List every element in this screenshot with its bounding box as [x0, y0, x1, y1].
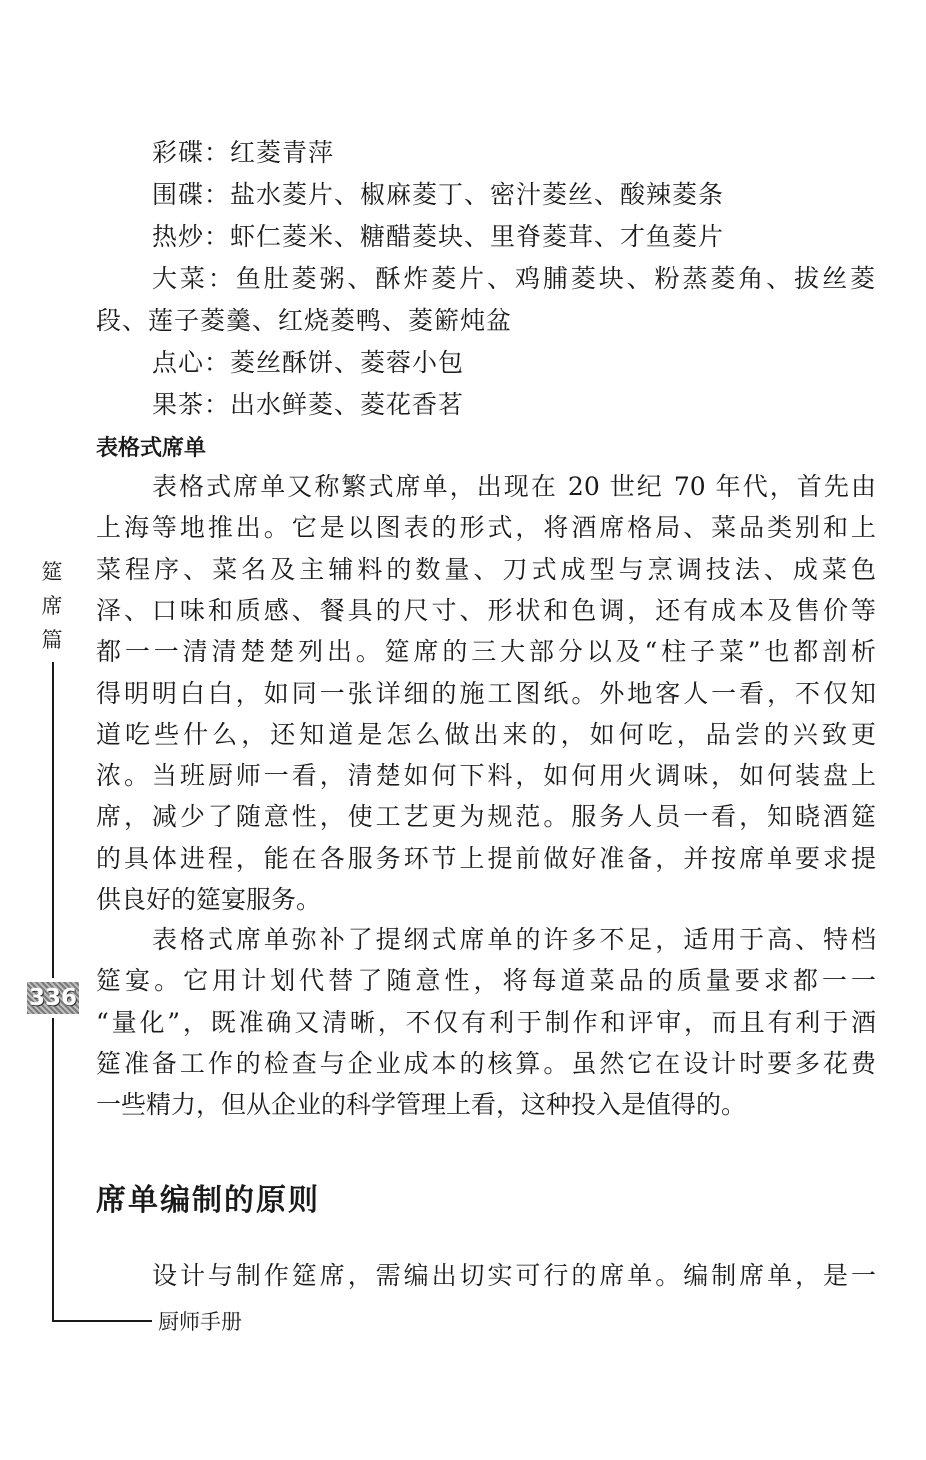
paragraph-line: 供良好的筵宴服务。 [96, 885, 322, 914]
paragraph-line: 菜程序、菜名及主辅料的数量、刀式成型与烹调技法、成菜色 [96, 554, 876, 584]
menu-line: 点心：菱丝酥饼、菱蓉小包 [152, 348, 465, 377]
menu-line: 围碟：盐水菱片、椒麻菱丁、密汁菱丝、酸辣菱条 [152, 180, 725, 209]
section-label-char: 筵 [41, 560, 63, 584]
paragraph-line: 筵准备工作的检查与企业成本的核算。虽然它在设计时要多花费 [96, 1048, 876, 1078]
paragraph-line: 浓。当班厨师一看，清楚如何下料，如何用火调味，如何装盘上 [96, 761, 876, 791]
margin-rule-bottom [52, 1018, 54, 1322]
menu-line: 彩碟：红菱青萍 [152, 138, 335, 167]
paragraph-line: 泽、口味和质感、餐具的尺寸、形状和色调，还有成本及售价等 [96, 595, 876, 625]
subheading: 表格式席单 [96, 436, 207, 461]
section-label [40, 555, 64, 657]
paragraph-line: 表格式席单又称繁式席单，出现在 20 世纪 70 年代，首先由 [152, 472, 876, 501]
section-title: 席单编制的原则 [96, 1183, 320, 1218]
margin-rule-top [52, 662, 54, 978]
paragraph-line: 上海等地推出。它是以图表的形式，将酒席格局、菜品类别和上 [96, 513, 876, 543]
paragraph-line: “量化”，既准确又清晰，不仅有利于制作和评审，而且有利于酒 [96, 1007, 876, 1037]
paragraph-line: 得明明白白，如同一张详细的施工图纸。外地客人一看，不仅知 [96, 678, 876, 708]
paragraph-line: 一些精力，但从企业的科学管理上看，这种投入是值得的。 [96, 1090, 747, 1120]
menu-line: 段、莲子菱羹、红烧菱鸭、菱簖炖盆 [96, 306, 513, 335]
paragraph-line: 席，减少了随意性，使工艺更为规范。服务人员一看，知晓酒筵 [96, 802, 876, 832]
menu-line: 果茶：出水鲜菱、菱花香茗 [152, 390, 465, 419]
page-number: 336 [27, 982, 79, 1014]
paragraph-line: 都一一清清楚楚列出。筵席的三大部分以及“柱子菜”也都剖析 [96, 637, 876, 667]
paragraph-line: 筵宴。它用计划代替了随意性，将每道菜品的质量要求都一一 [96, 966, 876, 996]
paragraph-line: 的具体进程，能在各服务环节上提前做好准备，并按席单要求提 [96, 843, 876, 873]
section-label-char: 篇 [41, 628, 63, 652]
paragraph-line: 设计与制作筵席，需编出切实可行的席单。编制席单，是一 [152, 1261, 876, 1290]
paragraph-line: 表格式席单弥补了提纲式席单的许多不足，适用于高、特档 [152, 925, 876, 954]
paragraph-line: 道吃些什么，还知道是怎么做出来的，如何吃，品尝的兴致更 [96, 719, 876, 749]
menu-line: 热炒：虾仁菱米、糖醋菱块、里脊菱茸、才鱼菱片 [152, 222, 725, 251]
menu-line: 大菜：鱼肚菱粥、酥炸菱片、鸡脯菱块、粉蒸菱角、拔丝菱 [152, 264, 876, 293]
book-title: 厨师手册 [158, 1310, 242, 1334]
footer-rule [52, 1320, 152, 1322]
section-label-char: 席 [41, 594, 63, 618]
